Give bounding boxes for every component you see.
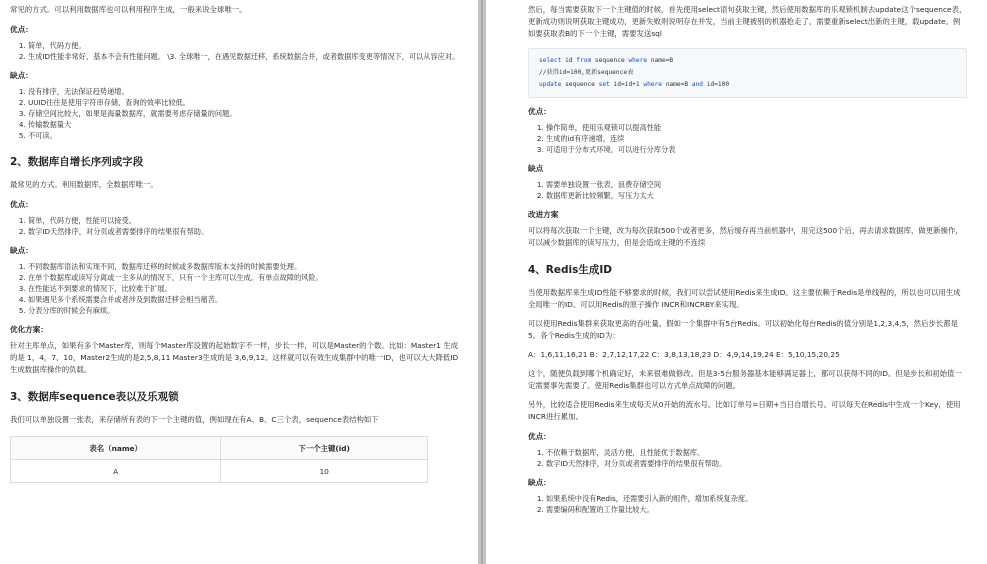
list-item: 1. 不同数据库语法和实现不同，数据库迁移的时候或多数据库版本支持的时候需要处理。 bbox=[28, 261, 464, 272]
code-text: id=100 bbox=[702, 81, 730, 88]
list-item: 2. UUID往往是使用字符串存储，查询的效率比较低。 bbox=[28, 97, 464, 108]
list-item: 2. 数字ID天然排序，对分页或者需要排序的结果很有帮助。 bbox=[546, 458, 967, 469]
list-item: 1. 操作简单，使用乐观锁可以提高性能 bbox=[546, 122, 967, 133]
pros-label: 优点： bbox=[528, 107, 551, 116]
paragraph: 可以使用Redis集群来获取更高的吞吐量。假如一个集群中有5台Redis。可以初始化每台Redis的值分别是1,2,3,4,5，然后步长都是5。各个Redis生成的ID为： bbox=[528, 319, 959, 340]
paragraph: 这个，随便负载到哪个机确定好，未来很难做修改。但是3-5台服务器基本能够满足器上，都可以获得不同的ID。但是步长和初始值一定需要事先需要了。使用Redis集群也可以方式单点故障的问题。 bbox=[528, 369, 962, 390]
cons-list bbox=[10, 261, 464, 316]
document-page-right bbox=[486, 0, 987, 564]
code-keyword: where bbox=[643, 81, 662, 88]
list-item: 2. 数据库更新比较频繁，写压力太大 bbox=[546, 190, 967, 201]
list-item: 1. 简单，代码方便，性能可以接受。 bbox=[28, 215, 464, 226]
section-heading: 2、数据库自增长序列或字段 bbox=[10, 156, 144, 168]
list-item: 2. 数字ID天然排序，对分页或者需要排序的结果很有帮助。 bbox=[28, 226, 464, 237]
list-item: 3. 在性能达不到要求的情况下，比较难于扩展。 bbox=[28, 283, 464, 294]
pros-list bbox=[10, 40, 464, 62]
list-item: 3. 存储空间比较大，如果是海量数据库，就需要考虑存储量的问题。 bbox=[28, 108, 464, 119]
optimization-text: 针对主库单点，如果有多个Master库，则每个Master库设置的起始数字不一样，步长一样，可以是Master的个数。比如：Master1 生成的是 1，4，7，10，Master2生成的是2,5,8,11 Master3生成的是 3,6,9,12。这样就可以有效生成集群中的唯一ID，也可以大大降低ID生成数据库操作的负载。 bbox=[10, 341, 459, 374]
section-heading: 4、Redis生成ID bbox=[528, 264, 612, 276]
cons-label: 缺点： bbox=[528, 478, 551, 487]
list-item: 4. 传输数据量大 bbox=[28, 119, 464, 130]
paragraph: 另外，比较适合使用Redis来生成每天从0开始的流水号。比如订单号=日期+当日自增长号。可以每天在Redis中生成一个Key，使用INCR进行累加。 bbox=[528, 400, 961, 421]
list-item: 5. 分表分库的时候会有麻烦。 bbox=[28, 305, 464, 316]
section-intro: 我们可以单独设置一张表，来存储所有表的下一个主键的值，例如现在有A、B、C三个表，sequence表结构如下 bbox=[10, 415, 379, 424]
pros-label: 优点： bbox=[10, 200, 33, 209]
pros-label: 优点： bbox=[10, 25, 33, 34]
pros-list bbox=[528, 447, 967, 469]
optimization-label: 优化方案： bbox=[10, 325, 48, 334]
code-text: name=B bbox=[647, 57, 674, 64]
pros-list bbox=[528, 122, 967, 155]
code-keyword: where bbox=[628, 57, 648, 64]
cons-label: 缺点 bbox=[528, 164, 544, 173]
cons-list bbox=[528, 493, 967, 515]
code-text: id bbox=[561, 57, 577, 64]
list-item: 2. 在单个数据库或读写分离或一主多从的情况下，只有一个主库可以生成。有单点故障的风险。 bbox=[28, 272, 464, 283]
code-text: name=B bbox=[661, 81, 692, 88]
intro-text: 然后，每当需要获取下一个主键值的时候，首先使用select语句获取主键，然后使用数据库的乐观锁机制去update这个sequence表，更新成功则说明获取主键成功，更新失败则说明存在并发，当前主键被别的机器抢走了，需要重新select出新的主键，载update。例如要获取表B的下一个主键，需要发送sql bbox=[528, 5, 967, 38]
code-keyword: update bbox=[539, 81, 562, 88]
improvement-text: 可以将每次获取一个主键，改为每次获取500个或者更多，然后缓存再当前机器中，用完这500个后，再去请求数据库，做更新操作，可以减少数据库的读写压力，但是会造成主键的不连续 bbox=[528, 226, 963, 247]
table-cell: A bbox=[11, 460, 221, 483]
list-item: 1. 不依赖于数据库，灵活方便，且性能优于数据库。 bbox=[546, 447, 967, 458]
pros-list bbox=[10, 215, 464, 237]
code-block bbox=[528, 48, 967, 98]
table-header-cell: 表名（name） bbox=[11, 437, 221, 460]
list-item: 4. 如果遇见多个系统需要合并或者涉及到数据迁移会相当痛苦。 bbox=[28, 294, 464, 305]
list-item: 5. 不可读。 bbox=[28, 130, 464, 141]
improvement-label: 改进方案 bbox=[528, 210, 559, 219]
code-text: id=id+1 bbox=[609, 81, 644, 88]
code-text: sequence bbox=[591, 57, 629, 64]
list-item: 3. 可适用于分布式环境，可以进行分库分表 bbox=[546, 144, 967, 155]
cons-list bbox=[528, 179, 967, 201]
cons-label: 缺点： bbox=[10, 71, 33, 80]
list-item: 1. 如果系统中没有Redis，还需要引入新的组件，增加系统复杂度。 bbox=[546, 493, 967, 504]
code-keyword: and bbox=[691, 81, 703, 88]
table-header-cell: 下一个主键(id) bbox=[221, 437, 428, 460]
pros-label: 优点： bbox=[528, 432, 551, 441]
section-intro: 最常见的方式。利用数据库，全数据库唯一。 bbox=[10, 180, 158, 189]
code-text: sequence bbox=[561, 81, 599, 88]
sequence-table bbox=[10, 436, 428, 483]
list-item: 1. 没有排序，无法保证趋势递增。 bbox=[28, 86, 464, 97]
paragraph: 当使用数据库来生成ID性能不够要求的时候，我们可以尝试使用Redis来生成ID。这主要依赖于Redis是单线程的，所以也可以用生成全局唯一的ID。可以用Redis的原子操作 INCR和INCRBY来实现。 bbox=[528, 288, 961, 309]
code-keyword: set bbox=[598, 81, 610, 88]
list-item: 2. 生成的id有序递增，连续 bbox=[546, 133, 967, 144]
table-header-row bbox=[11, 437, 428, 460]
paragraph: A：1,6,11,16,21 B：2,7,12,17,22 C：3,8,13,18,23 D：4,9,14,19,24 E：5,10,15,20,25 bbox=[528, 350, 840, 359]
table-cell: 10 bbox=[221, 460, 428, 483]
cons-list bbox=[10, 86, 464, 141]
document-page-left bbox=[0, 0, 478, 564]
section-heading: 3、数据库sequence表以及乐观锁 bbox=[10, 391, 179, 403]
page-divider bbox=[481, 0, 483, 564]
list-item: 1. 简单，代码方便。 bbox=[28, 40, 464, 51]
list-item: 2. 生成ID性能非常好，基本不会有性能问题。 \3. 全球唯一，在遇见数据迁移，系统数据合并，或者数据库变更等情况下，可以从容应对。 bbox=[28, 51, 464, 62]
code-comment: //获得id=100,更新sequence表 bbox=[539, 69, 634, 76]
list-item: 1. 需要单独设置一张表，浪费存储空间 bbox=[546, 179, 967, 190]
table-row bbox=[11, 460, 428, 483]
cons-label: 缺点： bbox=[10, 246, 33, 255]
code-keyword: select bbox=[539, 57, 562, 64]
list-item: 2. 需要编码和配置的工作量比较大。 bbox=[546, 504, 967, 515]
code-keyword: from bbox=[576, 57, 592, 64]
intro-text: 常见的方式。可以利用数据库也可以利用程序生成，一般来说全球唯一。 bbox=[10, 5, 247, 14]
